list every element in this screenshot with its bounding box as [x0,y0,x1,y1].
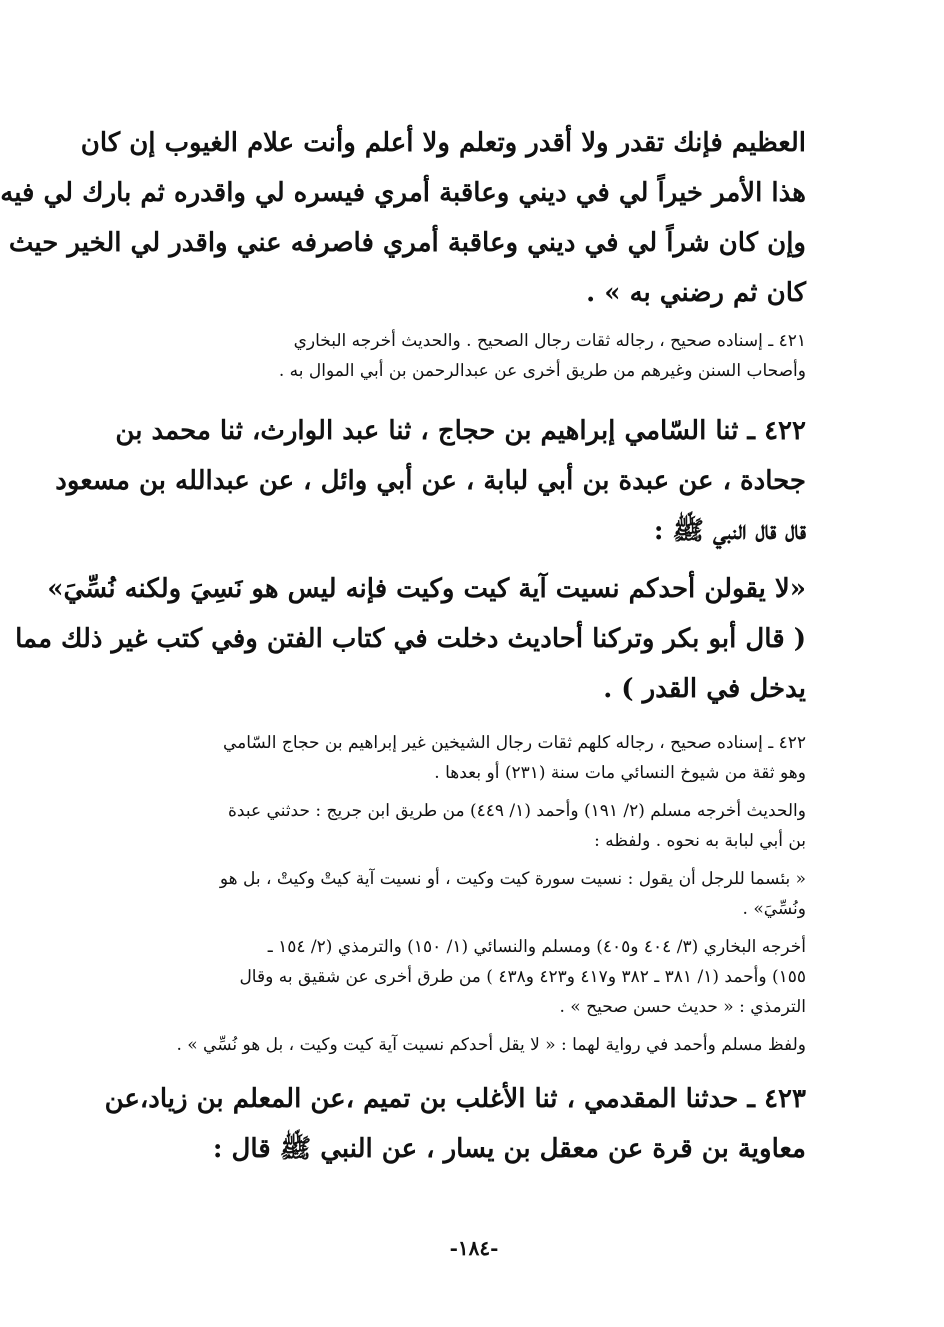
text-line: جحادة ، عن عبدة بن أبي لبابة ، عن أبي وائل ، عن عبدالله بن مسعود [55,466,806,496]
note-line: ونُسِّيَ» . [742,899,806,919]
text-line: العظيم فإنك تقدر ولا أقدر وتعلم ولا أعلم وأنت علام الغيوب إن كان [80,128,806,158]
footnote-422-muslim-wording [116,1030,806,1060]
note-line: الترمذي : « حديث حسن صحيح » . [559,997,806,1017]
note-line: بن أبي لبابة به نحوه . ولفظه : [594,831,806,851]
page-body [0,118,806,1174]
note-line: وأصحاب السنن وغيرهم من طريق أخرى عن عبدالرحمن بن أبي الموال به . [278,361,806,381]
text-line: «لا يقولن أحدكم نسيت آية كيت وكيت فإنه ليس هو نَسِيَ ولكنه نُسِّيَ» [47,574,806,604]
note-line: ٤٢٢ ـ إسناده صحيح ، رجاله كلهم ثقات رجال الشيخين غير إبراهيم بن حجاج السّامي [222,733,806,753]
footnote-422-wording [116,864,806,924]
note-line: ٤٢١ ـ إسناده صحيح ، رجاله ثقات رجال الصحيح . والحديث أخرجه البخاري [293,331,806,351]
footnote-422 [116,728,806,788]
footnote-421 [116,326,806,386]
note-line: ولفظ مسلم وأحمد في رواية لهما : « لا يقل أحدكم نسيت آية كيت وكيت ، بل هو نُسِّي » . [176,1035,806,1055]
note-line: وهو ثقة من شيوخ النسائي مات سنة (٢٣١) أو بعدها . [434,763,806,783]
footnote-422-bukhari [116,932,806,1022]
text-line: ٤٢٢ ـ ثنا السّامي إبراهيم بن حجاج ، ثنا عبد الوارث، ثنا محمد بن [115,416,806,446]
text-line: وإن كان شراً لي في ديني وعاقبة أمري فاصرفه عني واقدر لي الخير حيث [8,228,806,258]
footnote-422-muslim [116,796,806,856]
hadith-422-isnad [55,406,806,556]
page-number: -١٨٤- [449,1236,499,1260]
note-line: أخرجه البخاري (٣/ ٤٠٤ و٤٠٥) ومسلم والنسائي (١/ ١٥٠) والترمذي (٢/ ١٥٤ ـ [267,937,806,957]
note-line: والحديث أخرجه مسلم (٢/ ١٩١) وأحمد (١/ ٤٤٩) من طريق ابن جريج : حدثني عبدة [228,801,806,821]
hadith-423-isnad [104,1074,806,1174]
text-line: هذا الأمر خيراً لي في ديني وعاقبة أمري فيسره لي واقدره ثم بارك لي فيه [0,178,806,208]
text-line: ٤٢٣ ـ حدثنا المقدمي ، ثنا الأغلب بن تميم ،عن المعلم بن زياد،عن [104,1084,806,1114]
text-line: قال قال النبي ﷺ : [653,516,806,546]
note-line: ١٥٥) وأحمد (١/ ٣٨١ ـ ٣٨٢ و٤١٧ و٤٢٣ و٤٣٨ ) من طرق أخرى عن شقيق به وقال [239,967,806,987]
note-line: « بئسما للرجل أن يقول : نسيت سورة كيت وكيت ، أو نسيت آية كيتْ وكيتْ ، بل هو [219,869,806,889]
hadith-422-matn [15,564,806,714]
text-line: كان ثم رضني به » . [586,278,806,308]
text-line: ( قال أبو بكر وتركنا أحاديث دخلت في كتاب الفتن وفي كتب غير ذلك مما [15,624,806,654]
text-line: يدخل في القدر ) . [603,674,806,704]
hadith-text-continuation [0,118,806,318]
text-line: معاوية بن قرة عن معقل بن يسار ، عن النبي ﷺ قال : [212,1134,806,1164]
